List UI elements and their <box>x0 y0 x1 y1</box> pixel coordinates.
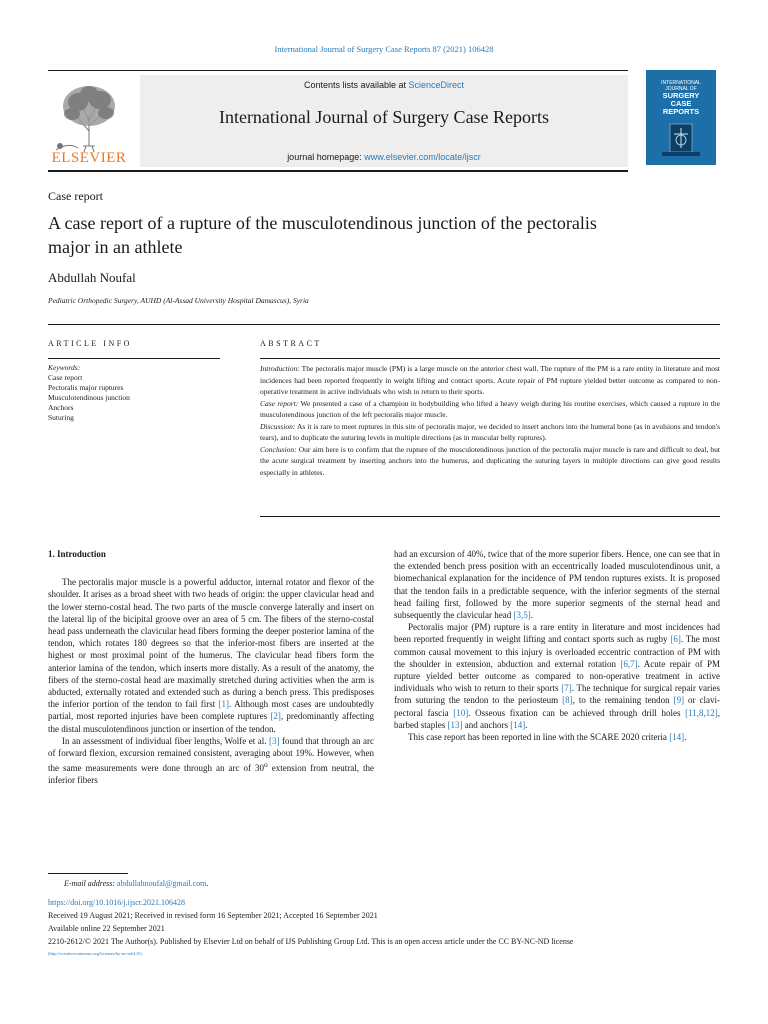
abstract-rule-bottom <box>260 516 720 517</box>
keywords-label: Keywords: <box>48 363 81 372</box>
cover-small-title: INTERNATIONAL JOURNAL OF <box>661 80 701 92</box>
abstract-lead: Case report: <box>260 398 299 408</box>
license-url[interactable] <box>48 951 143 956</box>
body-paragraph <box>394 548 720 621</box>
abstract-discussion <box>260 421 720 444</box>
elsevier-wordmark: ELSEVIER <box>51 150 127 166</box>
reference-link[interactable]: [3,5] <box>513 610 531 621</box>
body-paragraph <box>394 621 720 731</box>
keyword-item: Musculotendinous junction <box>48 393 130 402</box>
keyword-item: Pectoralis major ruptures <box>48 383 124 392</box>
footnote-rule <box>48 873 128 874</box>
section-divider <box>48 324 720 325</box>
article-title: A case report of a rupture of the musculotendinous junction of the pectoralis major in an athlete <box>48 213 597 257</box>
header-bottom-rule <box>48 170 628 172</box>
journal-citation[interactable]: International Journal of Surgery Case Reports 87 (2021) 106428 <box>274 44 494 54</box>
reference-link[interactable]: [1] <box>218 699 230 710</box>
body-text: This case report has been reported in line with the SCARE 2020 criteria <box>408 732 670 743</box>
reference-link[interactable]: [11,8,12] <box>685 707 718 718</box>
body-text: , predominantly affecting the distal musculotendinous junction or insertion of the tendon. <box>48 711 374 734</box>
abstract-heading: ABSTRACT <box>260 339 322 348</box>
abstract-rule-top <box>260 358 720 359</box>
author-name[interactable]: Abdullah Noufal <box>48 270 136 285</box>
keyword-item: Anchors <box>48 403 74 412</box>
article-info-rule <box>48 358 220 359</box>
abstract-lead: Introduction: <box>260 364 300 373</box>
reference-link[interactable]: [10] <box>453 707 469 718</box>
keywords-list <box>48 363 220 423</box>
abstract-conclusion <box>260 444 720 479</box>
body-paragraph <box>394 731 720 743</box>
sciencedirect-link[interactable]: ScienceDirect <box>408 80 465 90</box>
body-text: In an assessment of individual fiber lengths, Wolfe et al. <box>62 735 270 746</box>
header-top-rule <box>48 70 628 71</box>
copyright-notice: 2210-2612/© 2021 The Author(s). Published by Elsevier Ltd on behalf of IJS Publishing Group Ltd. This is an open access article under the CC BY-NC-ND license <box>48 937 574 946</box>
cover-line-2: CASE <box>670 99 692 108</box>
author-email-link[interactable]: abdullahnoufal@gmail.com <box>117 879 207 888</box>
abstract-text: We presented a case of a champion in bodybuilding who lifted a heavy weigh during his routine exercises, which caused a rupture in the musculotendinous junction of the left pectoralis major muscle. <box>260 398 720 419</box>
reference-link[interactable]: [13] <box>447 719 463 730</box>
body-text: found that through an arc of forward flexion, excursion remained consistent, averaging about 19%. However, when the same measurements were done through an arc of 30 <box>48 735 374 774</box>
email-tail: . <box>206 879 209 888</box>
body-text: . <box>525 719 528 730</box>
cover-title <box>650 80 712 116</box>
body-column-left <box>48 548 374 787</box>
body-text: . <box>684 732 687 743</box>
journal-cover-image <box>646 70 716 165</box>
cover-line-3: REPORTS <box>662 107 700 116</box>
body-paragraph <box>48 576 374 735</box>
reference-link[interactable]: [3] <box>269 735 280 746</box>
body-text: , barbed staples <box>394 707 721 730</box>
abstract-lead: Discussion: <box>260 421 296 431</box>
body-text: or clavi-pectoral fascia <box>394 695 720 718</box>
reference-link[interactable]: [14] <box>510 719 526 730</box>
reference-link[interactable]: [6,7] <box>620 658 638 669</box>
body-text: The pectoralis major muscle is a powerful adductor, internal rotator and flexor of the shoulder. It arises as a broad sheet with two heads of origin: the upper clavicular head and the lower sterno-costal head. The two parts of the muscle converge laterally and insert on the lateral lip of the bicipital groove over an area of 5 cm. The fibers of the sterno-costal head pass underneath the clavicular head fibers forming the deeper posterior lamina of the tendon, which rotates 180 degrees so that the inferior-most fibers are inserted at the highest or most proximal point of the humerus. The clavicular head fibers form the anterior lamina of the tendon, which inserts more distally. As a result of the anatomy, the fibers of the sterno-costal head are maximally stretched during activities when the arm is abducted, externally rotated and extended such as during a bench press. This predisposes the inferior portion of the tendon to fail first <box>48 577 374 710</box>
abstract-introduction <box>260 363 720 398</box>
body-paragraph <box>48 735 374 787</box>
available-online-date: Available online 22 September 2021 <box>48 924 165 933</box>
reference-link[interactable]: [9] <box>673 695 685 706</box>
body-text: . <box>530 610 533 621</box>
abstract-text: Our aim here is to confirm that the rupture of the musculotendinous junction of the pectoralis major muscle is rare and difficult to deal, but the acute surgical treatment by inserting anchors into the humerus, and duplicating the suturing layers in multiple directions can give good results especially in athletes. <box>260 444 720 477</box>
abstract-case-report <box>260 398 720 421</box>
doi-url[interactable]: https://doi.org/10.1016/j.ijscr.2021.106428 <box>48 898 185 907</box>
email-label: E-mail address: <box>64 879 116 888</box>
contents-prefix: Contents lists available at <box>303 80 409 90</box>
reference-link[interactable]: [14] <box>669 732 685 743</box>
degree-superscript: o <box>263 760 268 770</box>
body-text: . The technique for surgical repair varies from suturing the tendon to the periosteum <box>394 683 720 706</box>
body-column-right <box>394 548 720 743</box>
keyword-item: Suturing <box>48 413 74 422</box>
abstract-body <box>260 363 720 478</box>
body-text: extension from neutral, the inferior fibers <box>48 763 374 786</box>
keyword-item: Case report <box>48 373 83 382</box>
reference-link[interactable]: [2] <box>270 711 281 722</box>
body-text: . The most common causal movement to this injury is overloaded eccentric contraction of PM with the shoulder in extension, abduction and external rotation <box>394 634 720 669</box>
body-text: , to the remaining tendon <box>572 695 674 706</box>
cover-line-1: SURGERY <box>662 91 700 100</box>
cover-emblem-icon <box>660 122 702 158</box>
received-dates: Received 19 August 2021; Received in revised form 16 September 2021; Accepted 16 September 2021 <box>48 911 378 920</box>
body-text: and anchors <box>462 719 511 730</box>
body-text: had an excursion of 40%, twice that of the more superior fibers. Hence, one can see that in the extended bench press position with an eccentrically loaded musculotendinous unit, a biomechanical explanation for the incidence of PM tendon ruptures exists. It is proposed that the tendon fails in a predictable sequence, with the inferior segments of the sternal head failing first, followed by the more superior segments of the sternal head and subsequently the clavicular head <box>394 549 720 621</box>
license-link[interactable]: (http://creativecommons.org/licenses/by-nc-nd/4.0/). <box>48 951 143 956</box>
section-heading-introduction: 1. Introduction <box>48 549 106 559</box>
journal-name: International Journal of Surgery Case Reports <box>218 107 550 127</box>
body-text: . Although most cases are undoubtedly partial, most reported injuries have been complete ruptures <box>48 699 374 722</box>
homepage-line <box>140 152 628 162</box>
reference-link[interactable]: [6] <box>670 634 681 645</box>
author-affiliation: Pediatric Orthopedic Surgery, AUHD (Al-Assad University Hospital Damascus), Syria <box>48 296 309 305</box>
email-footnote <box>64 879 208 888</box>
abstract-text: As it is rare to meet ruptures in this site of pectoralis major, we decided to insert anchors into the humeral bone (as in avulsions and tendon's tears), and to duplicate the suturing levels in multiple directions (as in muscular belly ruptures). <box>260 421 720 442</box>
body-text: Pectoralis major (PM) rupture is a rare entity in literature and most incidences had been reported frequently in weight lifting and contact sports such as rugby <box>394 622 720 645</box>
abstract-text: The pectoralis major muscle (PM) is a large muscle on the anterior chest wall. The rupture of the PM is a rare entity in literature and most incidences had been reported frequently in weight lifting and contact sports. Acute repair of PM rupture yielded better outcome as compared to non-operative treatment in active individuals who wish to return to their sports. <box>260 364 720 396</box>
abstract-lead: Conclusion: <box>260 444 297 454</box>
article-info-heading: ARTICLE INFO <box>48 339 132 348</box>
contents-line <box>140 80 628 90</box>
doi-link[interactable] <box>48 898 185 907</box>
reference-link[interactable]: [8] <box>562 695 573 706</box>
article-type: Case report <box>48 189 103 203</box>
body-text: . Osseous fixation can be achieved through drill holes <box>468 707 686 718</box>
reference-link[interactable]: [7] <box>561 683 572 694</box>
homepage-prefix: journal homepage: <box>287 152 365 162</box>
body-text: . Acute repair of PM rupture yielded better outcome as compared to non-operative treatment in active individuals who wish to return to their sports <box>394 658 720 694</box>
journal-homepage-link[interactable]: www.elsevier.com/locate/ijscr <box>364 152 481 162</box>
